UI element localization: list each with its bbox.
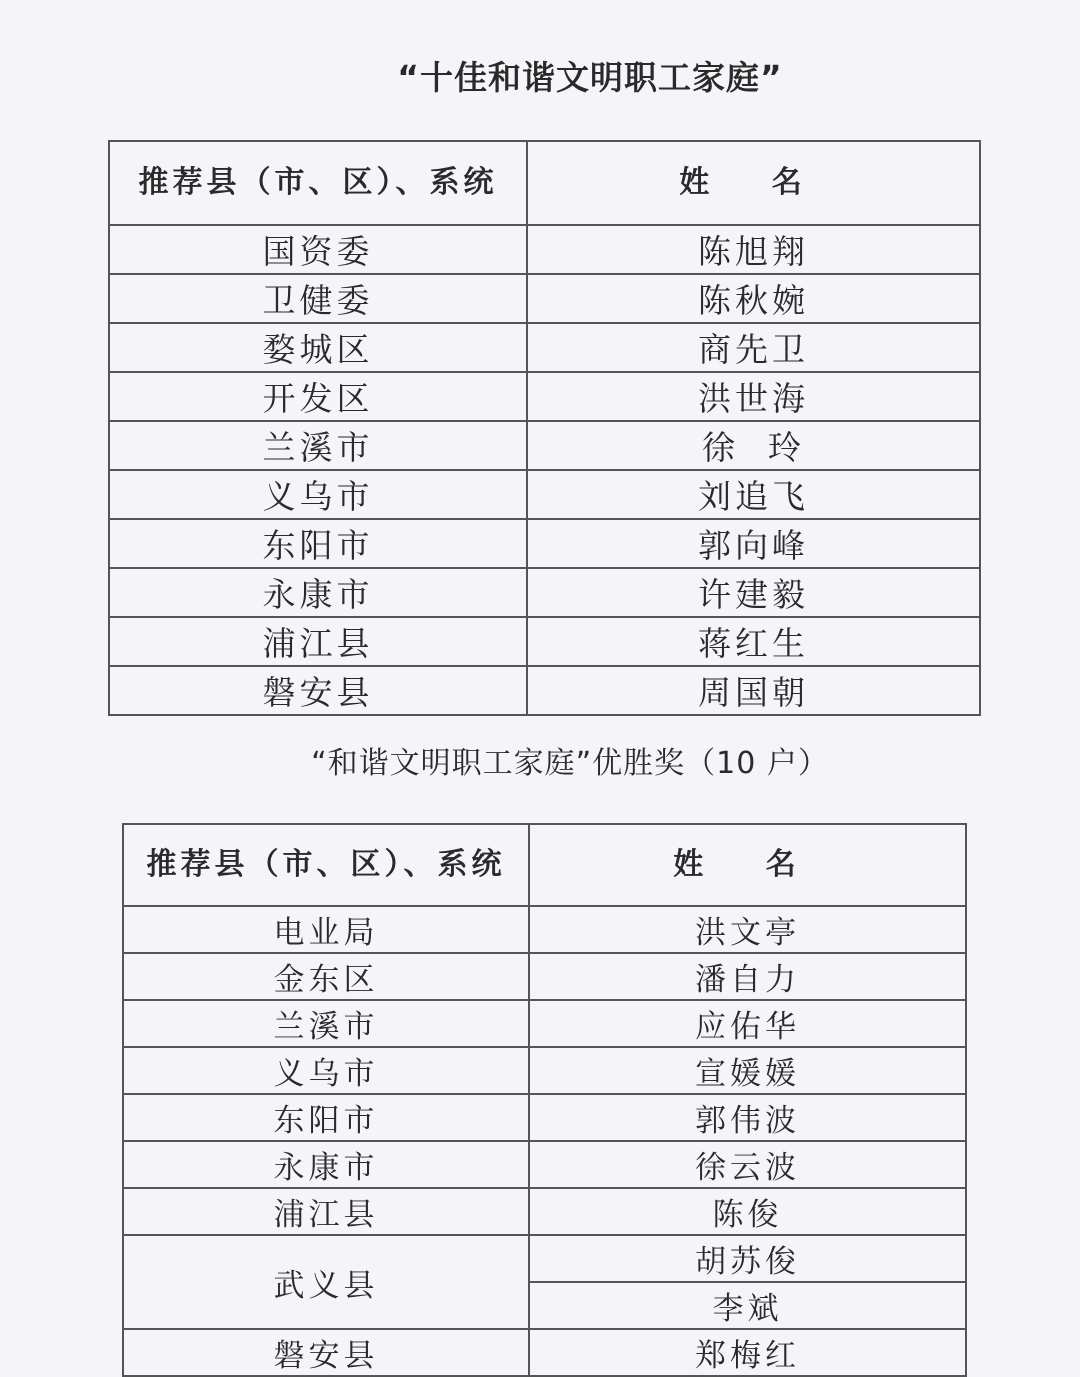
table-row — [123, 1094, 966, 1141]
name-cell: 周国朝 — [527, 666, 980, 715]
table-row — [123, 1329, 966, 1376]
unit-cell: 国资委 — [109, 225, 527, 274]
table-row — [123, 1188, 966, 1235]
name-cell: 郭伟波 — [529, 1094, 966, 1141]
unit-cell: 东阳市 — [109, 519, 527, 568]
award-table-excellence — [122, 823, 967, 1377]
header-name: 姓 名 — [527, 141, 980, 225]
section1-title: “十佳和谐文明职工家庭” — [397, 58, 783, 97]
name-cell: 应佑华 — [529, 1000, 966, 1047]
name-cell: 郭向峰 — [527, 519, 980, 568]
table-header-row — [123, 824, 966, 906]
name-cell: 洪文亭 — [529, 906, 966, 953]
table-row — [109, 274, 980, 323]
table-row — [109, 421, 980, 470]
table-row — [109, 666, 980, 715]
unit-cell: 东阳市 — [123, 1094, 529, 1141]
name-cell: 洪世海 — [527, 372, 980, 421]
header-unit: 推荐县（市、区）、系统 — [109, 141, 527, 225]
table-row — [123, 1047, 966, 1094]
unit-cell: 兰溪市 — [123, 1000, 529, 1047]
name-cell: 商先卫 — [527, 323, 980, 372]
unit-cell: 磐安县 — [109, 666, 527, 715]
table-row — [123, 1000, 966, 1047]
table-header-row — [109, 141, 980, 225]
name-cell: 刘追飞 — [527, 470, 980, 519]
unit-cell: 开发区 — [109, 372, 527, 421]
unit-cell: 义乌市 — [109, 470, 527, 519]
table-row — [109, 568, 980, 617]
table-row — [109, 470, 980, 519]
unit-cell: 婺城区 — [109, 323, 527, 372]
unit-cell: 金东区 — [123, 953, 529, 1000]
name-cell: 陈旭翔 — [527, 225, 980, 274]
header-name: 姓 名 — [529, 824, 966, 906]
unit-cell: 兰溪市 — [109, 421, 527, 470]
name-cell: 徐 玲 — [527, 421, 980, 470]
table-row — [109, 323, 980, 372]
section2-title: “和谐文明职工家庭”优胜奖（10 户） — [311, 746, 829, 781]
name-cell: 潘自力 — [529, 953, 966, 1000]
unit-cell: 电业局 — [123, 906, 529, 953]
table-row — [123, 953, 966, 1000]
name-cell: 陈俊 — [529, 1188, 966, 1235]
unit-cell: 义乌市 — [123, 1047, 529, 1094]
unit-cell: 永康市 — [123, 1141, 529, 1188]
table-row — [123, 906, 966, 953]
award-table-top-ten — [108, 140, 981, 716]
unit-cell: 浦江县 — [109, 617, 527, 666]
table-row — [109, 617, 980, 666]
table-row — [123, 1141, 966, 1188]
name-cell: 徐云波 — [529, 1141, 966, 1188]
unit-cell: 武义县 — [123, 1235, 529, 1329]
name-cell: 蒋红生 — [527, 617, 980, 666]
name-cell: 宣媛媛 — [529, 1047, 966, 1094]
name-cell: 许建毅 — [527, 568, 980, 617]
unit-cell: 永康市 — [109, 568, 527, 617]
header-unit: 推荐县（市、区）、系统 — [123, 824, 529, 906]
name-cell: 胡苏俊 — [529, 1235, 966, 1282]
name-cell: 陈秋婉 — [527, 274, 980, 323]
name-cell: 郑梅红 — [529, 1329, 966, 1376]
unit-cell: 卫健委 — [109, 274, 527, 323]
table-row — [109, 372, 980, 421]
table-row — [109, 519, 980, 568]
table-row — [123, 1235, 966, 1282]
unit-cell: 浦江县 — [123, 1188, 529, 1235]
name-cell: 李斌 — [529, 1282, 966, 1329]
table-row — [109, 225, 980, 274]
unit-cell: 磐安县 — [123, 1329, 529, 1376]
